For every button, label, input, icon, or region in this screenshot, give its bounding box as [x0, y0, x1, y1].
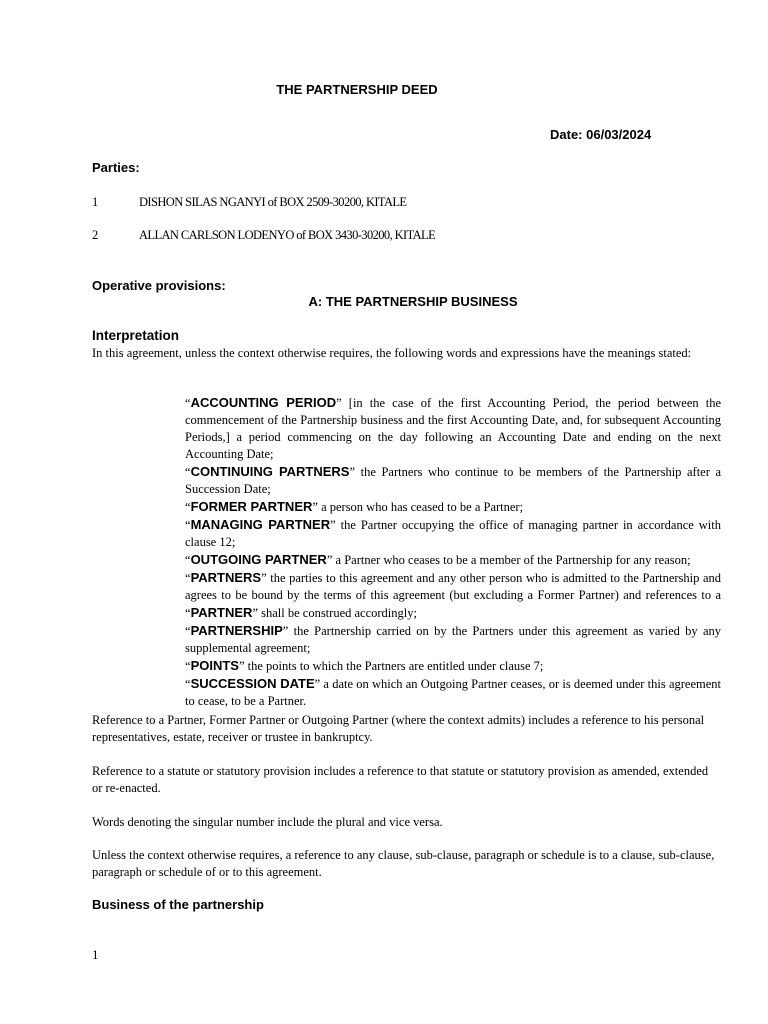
- definition-text: the Partnership carried on by the Partners under this agreement as varied by any supplemental agreement;: [185, 624, 721, 655]
- definition-item: “ACCOUNTING PERIOD” [in the case of the first Accounting Period, the period between the commencement of the Partnership business and the first Accounting Date, and, for subsequent Accounting Periods,] a period commencing on the day following an Accounting Date and ending on the next Accounting Date;: [185, 395, 721, 461]
- body-paragraph: Reference to a Partner, Former Partner or Outgoing Partner (where the context admits) includes a reference to his personal representatives, estate, receiver or trustee in bankruptcy.: [92, 713, 705, 744]
- definition-term: PARTNERS: [190, 570, 262, 585]
- definition-item: “POINTS” the points to which the Partners are entitled under clause 7;: [185, 658, 544, 673]
- parties-heading: Parties:: [92, 160, 140, 175]
- definition-term: MANAGING PARTNER: [190, 517, 331, 532]
- definition-term: OUTGOING PARTNER: [190, 552, 327, 567]
- definition-item: “PARTNERS” the parties to this agreement and any other person who is admitted to the Partnership and agrees to be bound by the terms of this agreement (but excluding a Former Partner) and references to a “PARTNER” shall be construed accordingly;: [185, 570, 721, 620]
- party-entry: DISHON SILAS NGANYI of BOX 2509-30200, KITALE: [139, 195, 407, 209]
- definition-item: “OUTGOING PARTNER” a Partner who ceases to be a member of the Partnership for any reason;: [185, 552, 691, 567]
- definition-text: the Partners who continue to be members of the Partnership after a Succession Date;: [185, 465, 721, 496]
- party-number: 2: [92, 228, 99, 242]
- definition-term: POINTS: [190, 658, 239, 673]
- definition-term: PARTNERSHIP: [190, 623, 283, 638]
- definition-text: a Partner who ceases to be a member of the Partnership for any reason;: [332, 553, 691, 567]
- document-date: Date: 06/03/2024: [550, 127, 652, 142]
- section-heading: A: THE PARTNERSHIP BUSINESS: [308, 294, 518, 309]
- definition-item: “PARTNERSHIP” the Partnership carried on by the Partners under this agreement as varied by any supplemental agreement;: [185, 623, 721, 655]
- definition-item: “SUCCESSION DATE” a date on which an Outgoing Partner ceases, or is deemed under this agreement to cease, to be a Partner.: [185, 676, 721, 708]
- party-number: 1: [92, 195, 99, 209]
- definition-term: FORMER PARTNER: [190, 499, 313, 514]
- interpretation-heading: Interpretation: [92, 328, 180, 343]
- definition-term: ACCOUNTING PERIOD: [190, 395, 337, 410]
- definition-text: the parties to this agreement and any other person who is admitted to the Partnership and agrees to be bound by the terms of this agreement (but excluding a Former Partner) and references to a “: [185, 571, 721, 620]
- interpretation-intro: In this agreement, unless the context otherwise requires, the following words and expressions have the meanings stated:: [92, 346, 692, 360]
- business-heading: Business of the partnership: [92, 897, 264, 912]
- operative-heading: Operative provisions:: [92, 278, 226, 293]
- definition-text: a person who has ceased to be a Partner;: [317, 500, 524, 514]
- page-number: 1: [92, 947, 99, 962]
- body-paragraph: Words denoting the singular number include the plural and vice versa.: [92, 815, 443, 829]
- definition-item: “CONTINUING PARTNERS” the Partners who continue to be members of the Partnership after a Succession Date;: [185, 464, 721, 496]
- definition-item: “FORMER PARTNER” a person who has ceased to be a Partner;: [185, 499, 524, 514]
- definition-text: a date on which an Outgoing Partner ceases, or is deemed under this agreement to cease, to be a Partner.: [185, 677, 721, 708]
- definition-text: [in the case of the first Accounting Period, the period between the commencement of the Partnership business and the first Accounting Date, and, for subsequent Accounting Periods,] a period commencing on the day following an Accounting Date and ending on the next Accounting Date;: [185, 396, 721, 461]
- definition-term: PARTNER: [190, 605, 253, 620]
- definition-term: CONTINUING PARTNERS: [190, 464, 350, 479]
- document-title: THE PARTNERSHIP DEED: [276, 82, 438, 97]
- party-entry: ALLAN CARLSON LODENYO of BOX 3430-30200, KITALE: [139, 228, 436, 242]
- body-paragraph: Unless the context otherwise requires, a reference to any clause, sub-clause, paragraph or schedule is to a clause, sub-clause, paragraph or schedule of or to this agreement.: [92, 848, 715, 879]
- definition-item: “MANAGING PARTNER” the Partner occupying the office of managing partner in accordance with clause 12;: [185, 517, 721, 549]
- body-paragraph: Reference to a statute or statutory provision includes a reference to that statute or statutory provision as amended, extended or re-enacted.: [92, 764, 709, 795]
- definition-term: SUCCESSION DATE: [190, 676, 315, 691]
- definition-text: the Partner occupying the office of managing partner in accordance with clause 12;: [185, 518, 721, 549]
- definition-text: the points to which the Partners are entitled under clause 7;: [244, 659, 544, 673]
- definitions-list: [185, 394, 721, 710]
